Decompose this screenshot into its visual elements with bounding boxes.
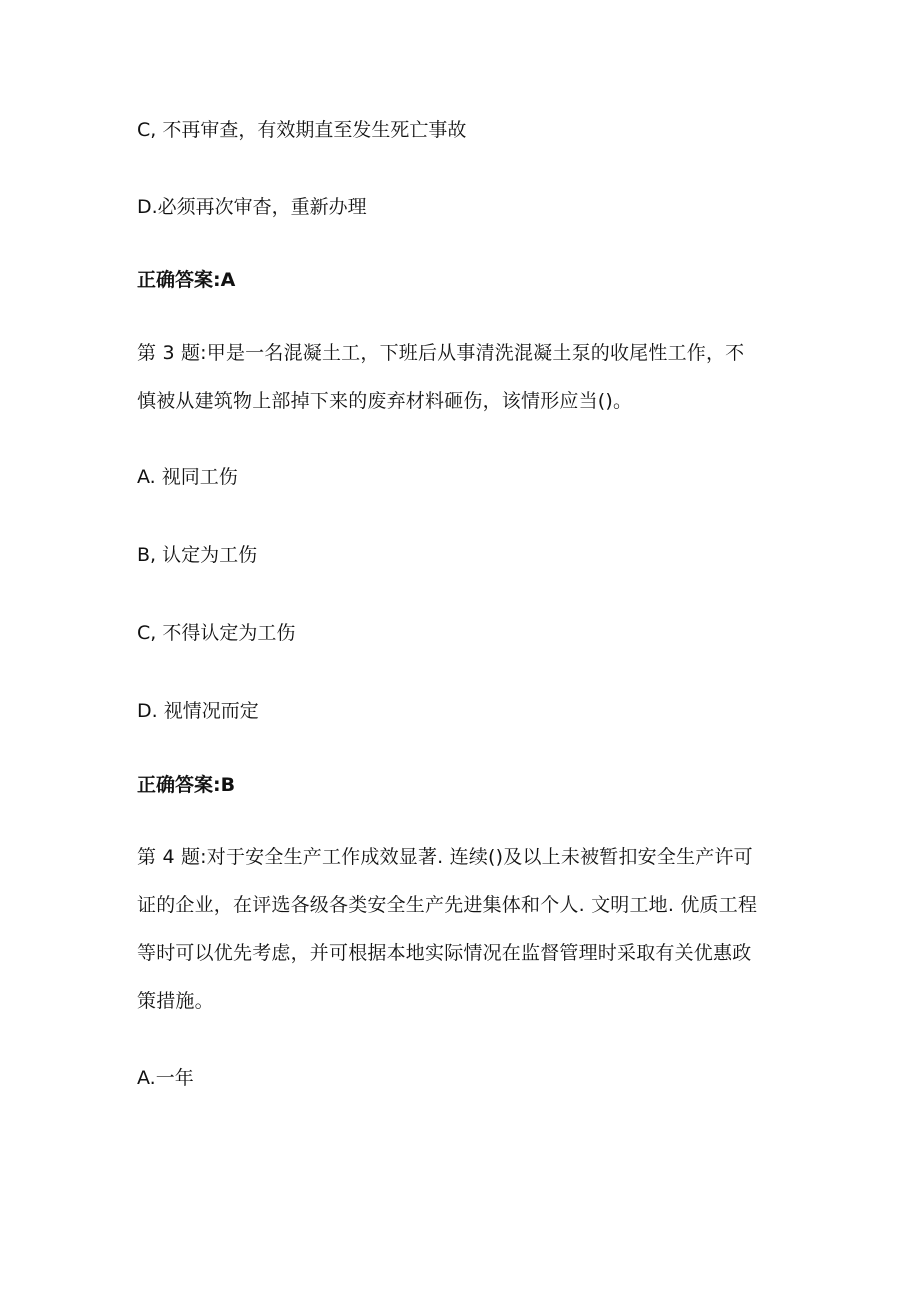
q3-option-b: B, 认定为工伤 — [137, 544, 258, 566]
q2-option-d: D.必须再次审杳，重新办理 — [137, 196, 367, 218]
q3-option-a: A. 视同工伤 — [137, 466, 238, 488]
q3-option-c: C, 不得认定为工伤 — [137, 622, 296, 644]
q4-text-line-3: 等时可以优先考虑，并可根据本地实际情况在监督管理时采取有关优惠政 — [137, 942, 752, 964]
q4-text-line-1: 第 4 题:对于安全生产工作成效显著. 连续()及以上未被暂扣安全生产许可 — [137, 846, 753, 868]
q3-text-line-2: 慎被从建筑物上部掉下来的废弃材料砸伤，该情形应当()。 — [137, 390, 633, 412]
q2-option-c: C, 不再审查，有效期直至发生死亡事故 — [137, 119, 467, 141]
q4-text-line-2: 证的企业，在评选各级各类安全生产先进集体和个人. 文明工地. 优质工程 — [137, 894, 758, 916]
q4-option-a: A.一年 — [137, 1067, 194, 1089]
q4-text-line-4: 策措施。 — [137, 990, 214, 1012]
q3-answer: 正确答案:B — [137, 774, 236, 796]
q3-option-d: D. 视情况而定 — [137, 700, 259, 722]
q3-text-line-1: 第 3 题:甲是一名混凝土工，下班后从事清洗混凝土泵的收尾性工作，不 — [137, 342, 745, 364]
q2-answer: 正确答案:A — [137, 269, 236, 291]
